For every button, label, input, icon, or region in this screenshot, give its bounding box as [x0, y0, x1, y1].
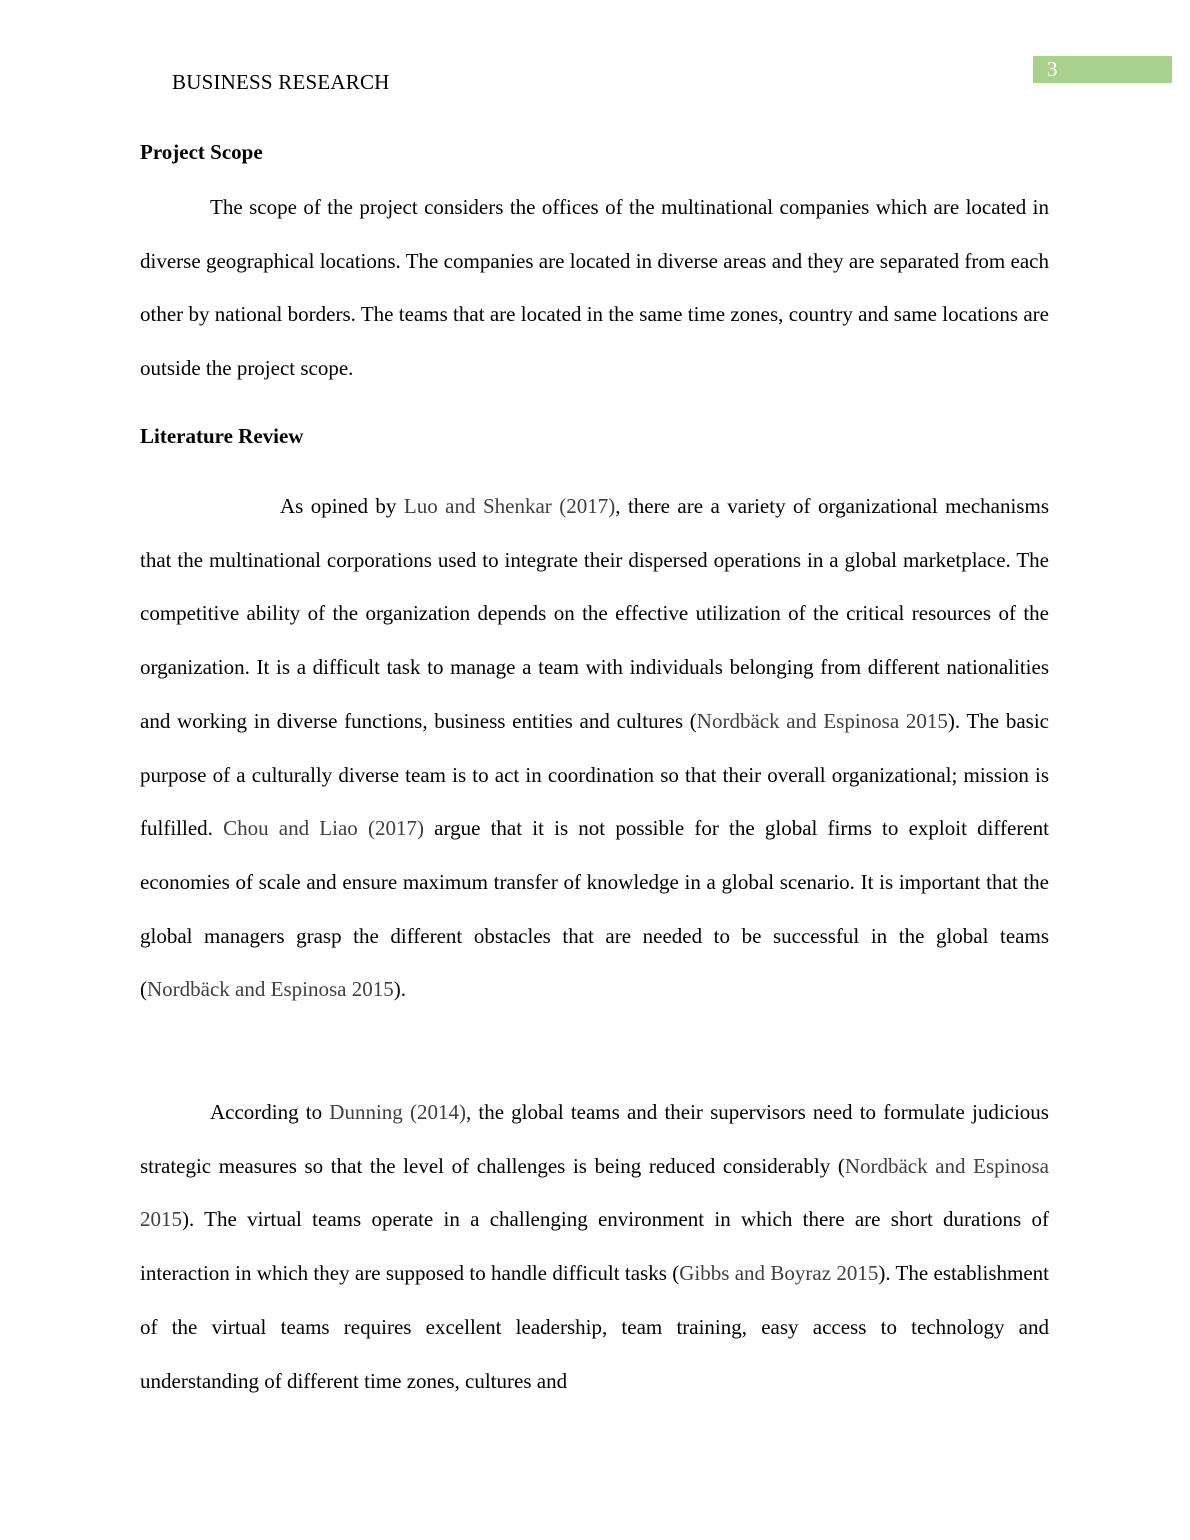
citation: Chou and Liao (2017) [223, 816, 424, 841]
page-number: 3 [1033, 56, 1172, 83]
running-head: BUSINESS RESEARCH [172, 70, 390, 94]
citation: Nordbäck and Espinosa 2015 [140, 1153, 1049, 1232]
citation: Luo and Shenkar (2017) [403, 494, 616, 518]
text-run: argue that it is not possible for the global firms to exploit different economies of scale and ensure maximum transfer of knowledge in a global scenario. It is important that the global managers grasp the different obstacles that are needed to be successful in the global teams ( [140, 816, 1049, 1002]
text-run: ). The basic purpose of a culturally diverse team is to act in coordination so that their overall organizational; mission is fulfilled. [140, 708, 1049, 841]
citation: Nordbäck and Espinosa 2015 [696, 708, 948, 733]
text-run: ). [393, 977, 406, 1002]
literature-review-paragraph-1 [140, 480, 1049, 1017]
text-run: ). The establishment of the virtual teams requires excellent leadership, team training, easy access to technology and understanding of different time zones, cultures and [140, 1261, 1050, 1393]
literature-review-heading: Literature Review [140, 424, 304, 448]
citation: Nordbäck and Espinosa 2015 [147, 977, 394, 1002]
literature-review-paragraph-2 [140, 1086, 1049, 1408]
text-run: , the global teams and their supervisors need to formulate judicious strategic measures so that the level of challenges is being reduced considerably ( [140, 1100, 1049, 1178]
text-run: As opined by [280, 494, 404, 518]
text-run: , there are a variety of organizational mechanisms that the multinational corporations used to integrate their dispersed operations in a global marketplace. The competitive ability of the organization depends on the effective utilization of the critical resources of the organization. It is a difficult task to manage a team with individuals belonging from different nationalities and working in diverse functions, business entities and cultures ( [140, 494, 1049, 733]
project-scope-heading: Project Scope [140, 140, 263, 164]
text-run: ). The virtual teams operate in a challenging environment in which there are short durations of interaction in which they are supposed to handle difficult tasks ( [140, 1207, 1049, 1286]
project-scope-paragraph: The scope of the project considers the offices of the multinational companies which are located in diverse geographical locations. The companies are located in diverse areas and they are separated from each other by national borders. The teams that are located in the same time zones, country and same locations are outside the project scope. [140, 195, 1049, 381]
citation: Dunning (2014) [329, 1100, 466, 1124]
citation: Gibbs and Boyraz 2015 [679, 1261, 879, 1286]
text-run: According to [210, 1100, 330, 1124]
